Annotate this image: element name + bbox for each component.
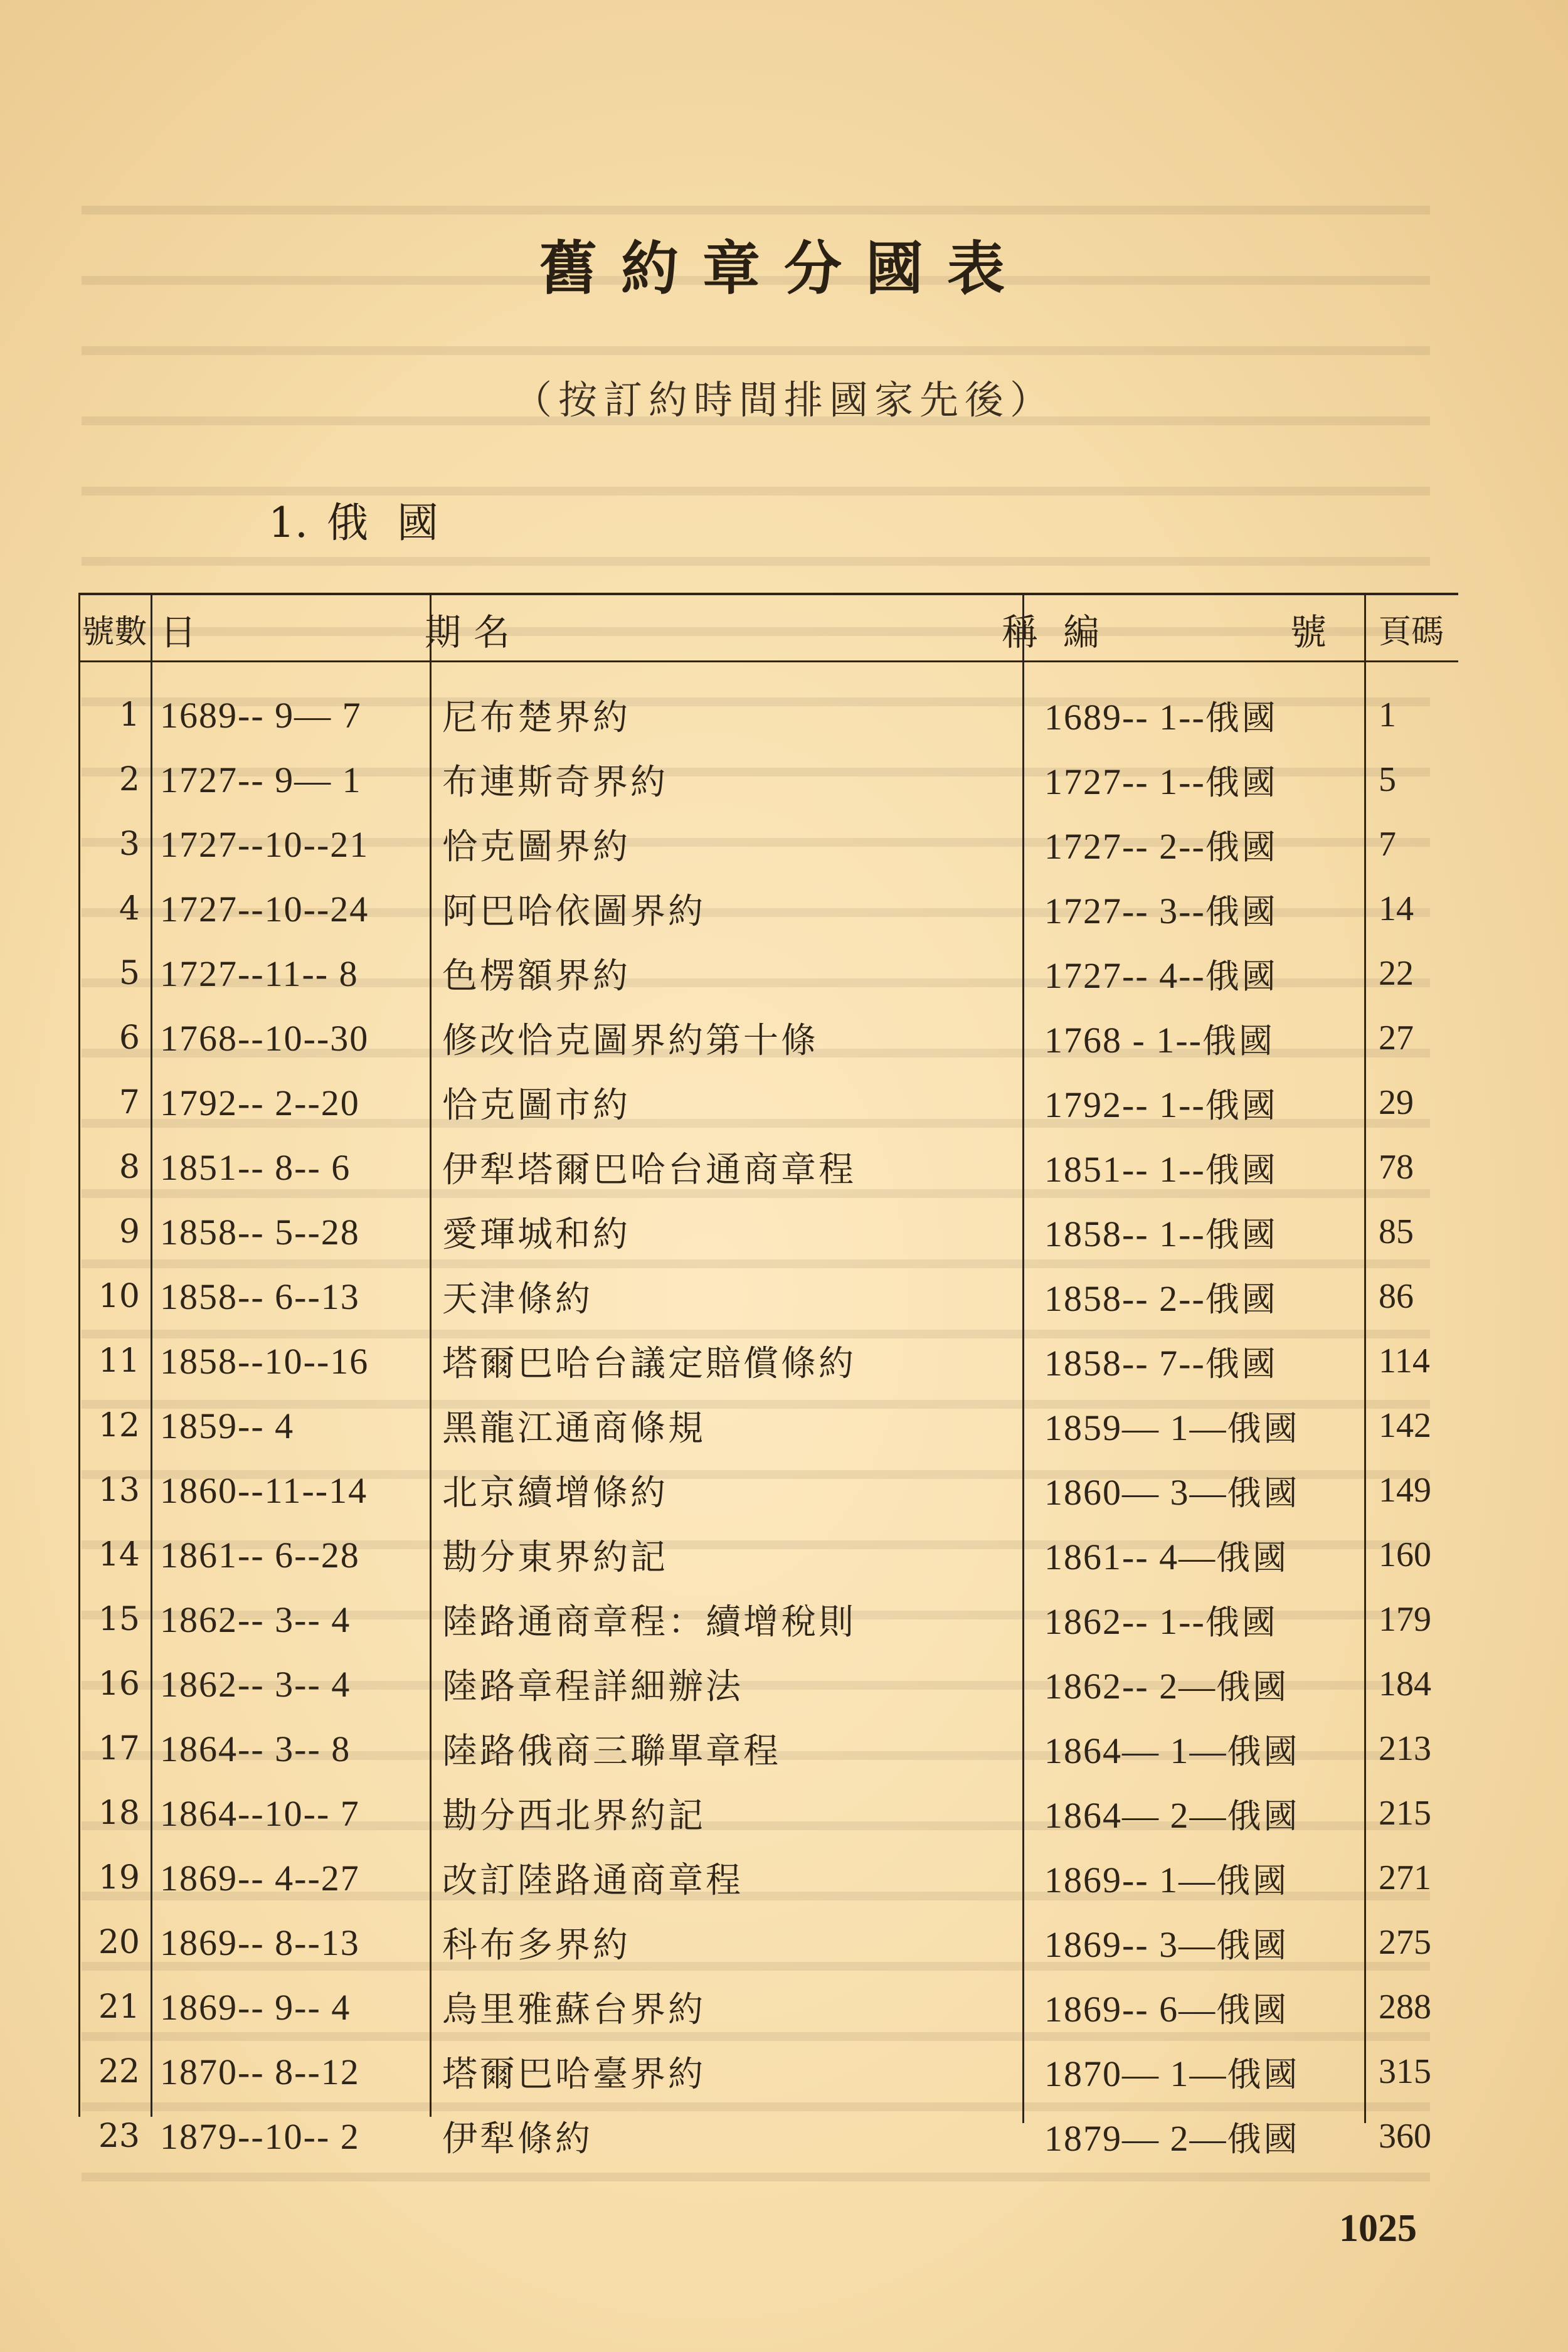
row-date: 1858-- 5--28 [160,1211,360,1253]
table-row [78,1523,1458,1586]
row-index: 10 [98,1278,140,1315]
row-page: 360 [1379,2117,1431,2156]
table-row [78,1071,1458,1134]
row-treaty-name: 恰克圖市約 [442,1085,630,1126]
row-code-country: 俄國 [1202,1020,1275,1061]
row-page: 85 [1379,1212,1414,1251]
row-code-country: 俄國 [1227,1473,1300,1513]
row-index: 11 [98,1342,140,1380]
row-treaty-name: 勘分東界約記 [442,1537,668,1578]
row-code [1044,950,1433,998]
row-code [1044,1208,1433,1256]
header-date [160,599,461,659]
row-code [1044,2112,1433,2161]
row-code [1044,1466,1433,1515]
row-code-number: 1862-- 2— [1044,1665,1217,1707]
row-page: 7 [1379,825,1396,864]
row-code [1044,1854,1433,1902]
row-index: 21 [98,1988,140,2026]
table-row [78,2040,1458,2103]
table-row [78,748,1458,811]
row-code-number: 1768 - 1-- [1044,1019,1202,1061]
row-date: 1858--10--16 [160,1340,369,1382]
row-index: 23 [98,2117,140,2155]
row-page: 271 [1379,1858,1431,1897]
row-index: 3 [119,825,140,863]
row-code-number: 1869-- 3— [1044,1924,1217,1965]
header-name-char-1: 名 [474,610,511,654]
row-code [1044,756,1433,804]
row-code-country: 俄國 [1216,1925,1290,1965]
row-code-number: 1870— 1— [1044,2053,1227,2094]
row-date: 1861-- 6--28 [160,1534,360,1576]
table-row [78,1976,1458,2038]
row-date: 1727--10--21 [160,824,369,865]
row-code [1044,1273,1433,1321]
row-page: 315 [1379,2052,1431,2091]
row-code-country: 俄國 [1205,1602,1278,1642]
table-row [78,1330,1458,1392]
row-code-country: 俄國 [1216,1537,1290,1577]
table-row [78,1717,1458,1780]
row-page: 78 [1379,1148,1414,1187]
row-treaty-name: 陸路章程詳細辦法 [442,1666,743,1707]
row-treaty-name: 伊犁條約 [442,2119,593,2159]
row-code-country: 俄國 [1216,1860,1290,1900]
row-code-number: 1727-- 4-- [1044,955,1205,996]
row-index: 12 [98,1407,140,1444]
row-index: 4 [119,890,140,928]
table-row [78,877,1458,940]
row-date: 1768--10--30 [160,1017,369,1059]
row-page: 142 [1379,1406,1431,1445]
header-date-char-1: 日 [160,610,197,654]
row-code [1044,1919,1433,1967]
table-row [78,1459,1458,1522]
header-page: 頁碼 [1378,613,1444,651]
row-code-country: 俄國 [1205,956,1278,996]
row-page: 275 [1379,1923,1431,1962]
row-treaty-name: 北京續增條約 [442,1473,668,1513]
row-date: 1862-- 3-- 4 [160,1663,351,1705]
row-index: 5 [119,955,140,992]
row-date: 1869-- 8--13 [160,1922,360,1963]
header-code-char-2: 號 [1290,610,1327,654]
row-date: 1858-- 6--13 [160,1276,360,1317]
page-number: 1025 [1339,2207,1417,2250]
row-treaty-name: 烏里雅蘇台界約 [442,1989,706,2030]
row-index: 13 [98,1471,140,1509]
row-date: 1864-- 3-- 8 [160,1728,351,1769]
row-code-country: 俄國 [1205,762,1278,802]
row-treaty-name: 科布多界約 [442,1925,630,1966]
header-name-char-2: 稱 [1001,610,1038,654]
row-date: 1879--10-- 2 [160,2116,360,2157]
row-index: 1 [119,696,140,734]
row-page: 149 [1379,1471,1431,1510]
row-code-number: 1859— 1— [1044,1407,1227,1448]
row-code [1044,691,1433,739]
row-code [1044,1014,1433,1062]
row-page: 27 [1379,1019,1414,1057]
row-page: 160 [1379,1535,1431,1574]
row-date: 1862-- 3-- 4 [160,1599,351,1640]
table-row [78,1846,1458,1909]
section-heading [268,489,467,549]
row-index: 22 [98,2053,140,2090]
row-code-country: 俄國 [1216,1666,1290,1707]
row-code-number: 1861-- 4— [1044,1536,1217,1577]
row-code-country: 俄國 [1205,697,1278,738]
row-treaty-name: 尼布楚界約 [442,697,630,738]
row-code-country: 俄國 [1227,1731,1300,1771]
row-code [1044,2048,1433,2096]
row-index: 15 [98,1601,140,1638]
table-row [78,1265,1458,1328]
row-page: 179 [1379,1600,1431,1639]
table-row [78,1588,1458,1651]
row-code [1044,1725,1433,1773]
row-code-number: 1851-- 1-- [1044,1148,1205,1190]
row-page: 114 [1379,1342,1430,1380]
table-row [78,1394,1458,1457]
table-row [78,1911,1458,1974]
row-treaty-name: 修改恰克圖界約第十條 [442,1020,818,1061]
header-code [1063,599,1327,659]
row-index: 8 [119,1148,140,1186]
header-code-char-1: 編 [1063,610,1100,654]
row-page: 5 [1379,760,1396,799]
row-code-country: 俄國 [1205,827,1278,867]
row-date: 1727--11-- 8 [160,953,359,994]
row-code-country: 俄國 [1227,2054,1300,2094]
row-treaty-name: 塔爾巴哈臺界約 [442,2054,706,2095]
row-treaty-name: 陸路俄商三聯單章程 [442,1731,781,1772]
row-date: 1851-- 8-- 6 [160,1147,351,1188]
row-code [1044,1660,1433,1708]
row-code [1044,1983,1433,2032]
row-code [1044,1079,1433,1127]
row-code-number: 1792-- 1-- [1044,1084,1205,1125]
row-treaty-name: 伊犁塔爾巴哈台通商章程 [442,1150,856,1190]
row-page: 288 [1379,1988,1431,2026]
row-index: 9 [119,1213,140,1251]
row-index: 7 [119,1084,140,1121]
header-name [474,599,1038,659]
row-code-country: 俄國 [1205,1343,1278,1384]
row-date: 1859-- 4 [160,1405,295,1446]
row-treaty-name: 天津條約 [442,1279,593,1320]
row-date: 1689-- 9— 7 [160,694,362,736]
row-code-number: 1860— 3— [1044,1471,1227,1513]
row-code [1044,820,1433,869]
table-row [78,1782,1458,1845]
row-treaty-name: 塔爾巴哈台議定賠償條約 [442,1343,856,1384]
row-code-number: 1864— 1— [1044,1730,1227,1771]
table-row [78,813,1458,876]
table-header-rule [78,660,1458,662]
row-treaty-name: 布連斯奇界約 [442,762,668,803]
row-page: 29 [1379,1083,1414,1122]
row-treaty-name: 陸路通商章程：續增稅則 [442,1602,856,1643]
row-code-number: 1858-- 7-- [1044,1342,1205,1384]
table-row [78,1136,1458,1199]
row-code-country: 俄國 [1216,1989,1290,2030]
section-number: 1. [268,499,308,547]
row-treaty-name: 黑龍江通商條規 [442,1408,706,1449]
row-index: 17 [98,1730,140,1767]
table-row [78,1200,1458,1263]
row-page: 215 [1379,1794,1431,1833]
row-page: 14 [1379,889,1414,928]
row-treaty-name: 色楞額界約 [442,956,630,997]
row-code-country: 俄國 [1205,1214,1278,1254]
row-code-country: 俄國 [1205,1085,1278,1125]
row-code-number: 1858-- 1-- [1044,1213,1205,1254]
row-page: 1 [1379,696,1396,734]
row-code [1044,1143,1433,1192]
row-page: 184 [1379,1665,1431,1703]
row-code-number: 1727-- 3-- [1044,890,1205,931]
row-index: 6 [119,1019,140,1057]
row-date: 1792-- 2--20 [160,1082,360,1123]
row-code-number: 1727-- 1-- [1044,761,1205,802]
table-row [78,1653,1458,1715]
row-code [1044,1402,1433,1450]
row-index: 18 [98,1794,140,1832]
row-code [1044,1531,1433,1579]
row-code-country: 俄國 [1205,891,1278,931]
row-treaty-name: 愛琿城和約 [442,1214,630,1255]
row-code-country: 俄國 [1205,1150,1278,1190]
row-code [1044,1337,1433,1385]
row-date: 1860--11--14 [160,1470,368,1511]
row-code [1044,1596,1433,1644]
row-page: 86 [1379,1277,1414,1316]
section-name: 俄國 [326,499,467,547]
page-title: 舊約章分國表 [539,235,1029,302]
row-code-country: 俄國 [1227,2119,1300,2159]
table-row [78,1007,1458,1069]
row-date: 1727--10--24 [160,888,369,930]
row-date: 1727-- 9— 1 [160,759,362,800]
header-index: 號數 [82,613,147,651]
row-code-country: 俄國 [1205,1279,1278,1319]
row-code-number: 1727-- 2-- [1044,825,1205,867]
row-index: 19 [98,1859,140,1897]
row-index: 14 [98,1536,140,1574]
row-code-number: 1869-- 6— [1044,1988,1217,2030]
table-row [78,2105,1458,2168]
row-page: 213 [1379,1729,1431,1768]
row-index: 20 [98,1924,140,1961]
row-code-number: 1869-- 1— [1044,1859,1217,1900]
page-subtitle: （按訂約時間排國家先後） [512,377,1055,423]
row-page: 22 [1379,954,1414,993]
row-code-number: 1689-- 1-- [1044,696,1205,738]
row-index: 2 [119,761,140,798]
row-date: 1870-- 8--12 [160,2051,360,2092]
row-date: 1869-- 9-- 4 [160,1986,351,2028]
table-row [78,942,1458,1005]
row-code-number: 1858-- 2-- [1044,1278,1205,1319]
table-row [78,684,1458,746]
row-code [1044,885,1433,933]
row-code-number: 1864— 2— [1044,1794,1227,1836]
header-date-char-2: 期 [424,610,461,654]
row-treaty-name: 阿巴哈依圖界約 [442,891,706,932]
row-treaty-name: 勘分西北界約記 [442,1796,706,1836]
row-treaty-name: 改訂陸路通商章程 [442,1860,743,1901]
row-treaty-name: 恰克圖界約 [442,827,630,867]
row-code-number: 1862-- 1-- [1044,1601,1205,1642]
row-code-country: 俄國 [1227,1408,1300,1448]
row-date: 1864--10-- 7 [160,1793,360,1834]
row-code-number: 1879— 2— [1044,2117,1227,2159]
row-date: 1869-- 4--27 [160,1857,360,1899]
row-code-country: 俄國 [1227,1796,1300,1836]
row-code [1044,1789,1433,1838]
table-top-rule [78,593,1458,595]
row-index: 16 [98,1665,140,1703]
